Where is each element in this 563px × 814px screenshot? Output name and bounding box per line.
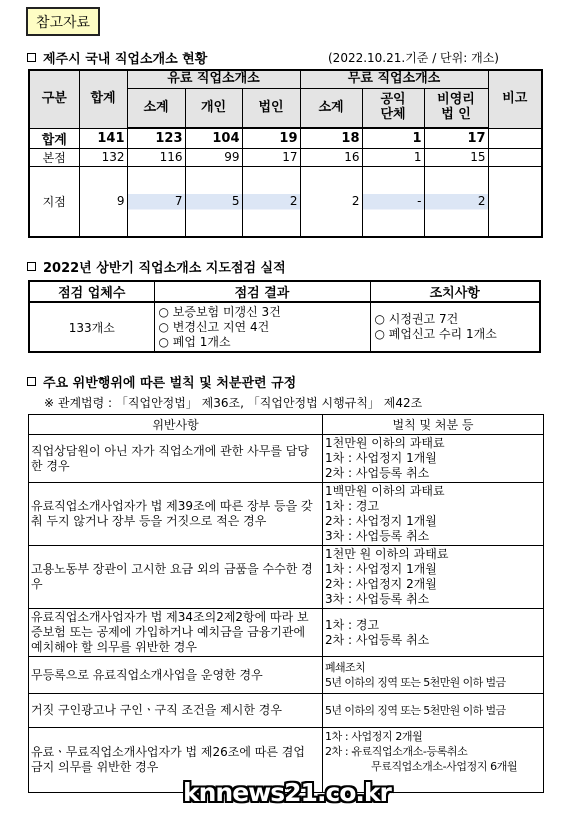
inspection-results: ○ 보증보험 미갱신 3건 ○ 변경신고 지연 4건 ○ 폐업 1개소 — [154, 302, 370, 352]
table-row: 무등록으로 유료직업소개사업을 운영한 경우 폐쇄조치 5년 이하의 징역 또는 5천만원 이하 벌금 — [29, 657, 544, 694]
header-paid-subtotal: 소계 — [127, 88, 185, 128]
header-free-public: 공익 단체 — [362, 88, 424, 128]
inspection-results-table — [28, 280, 541, 353]
square-bullet-icon — [27, 377, 36, 386]
table-row: 유료ㆍ무료직업소개사업자가 법 제26조에 따른 겸업 금지 의무를 위반한 경우 1차 : 사업정지 2개월 2차 : 유료직업소개소-등록취소 무료직업소개소-사업정지 6개월 — [29, 728, 544, 793]
header-inspection-action: 조치사항 — [370, 281, 540, 302]
section2-title: 2022년 상반기 직업소개소 지도점검 실적 — [27, 257, 286, 276]
table-row: 고용노동부 장관이 고시한 요금 외의 금품을 수수한 경우 1천만 원 이하의 과태료 1차 : 사업정지 1개월 2차 : 사업정지 2개월 3차 : 사업등록 취소 — [29, 546, 544, 609]
header-category: 구분 — [29, 70, 79, 128]
table-row: 직업상담원이 아닌 자가 직업소개에 관한 사무를 담당한 경우 1천만원 이하의 과태료 1차 : 사업정지 1개월 2차 : 사업등록 취소 — [29, 435, 544, 483]
table-row: 유료직업소개사업자가 법 제34조의2제2항에 따라 보증보험 또는 공제에 가입하거나 예치금을 금융기관에 예치해야 할 의무를 위반한 경우 1차 : 경고 2차 : 사업등록 취소 — [29, 609, 544, 657]
legal-reference: ※ 관계법령 : 「직업안정법」 제36조, 「직업안정법 시행규칙」 제42조 — [44, 396, 423, 410]
table-row: 유료직업소개사업자가 법 제39조에 따른 장부 등을 갖춰 두지 않거나 장부 등을 거짓으로 적은 경우 1백만원 이하의 과태료 1차 : 경고 2차 : 사업정지 1개월 3차 : 사업등록 취소 — [29, 483, 544, 546]
table-row: 지점 9 7 5 2 2 - 2 — [29, 166, 542, 237]
table-row: 거짓 구인광고나 구인ㆍ구직 조건을 제시한 경우 5년 이하의 징역 또는 5천만원 이하 벌금 — [29, 694, 544, 728]
square-bullet-icon — [27, 53, 36, 62]
section1-as-of: (2022.10.21.기준 / 단위: 개소) — [328, 51, 499, 65]
header-violation: 위반사항 — [29, 415, 323, 435]
header-paid-group: 유료 직업소개소 — [127, 70, 300, 88]
header-paid-corporate: 법인 — [242, 88, 300, 128]
section3-title: 주요 위반행위에 따른 벌칙 및 처분관련 규정 — [27, 372, 296, 391]
inspection-count: 133개소 — [29, 302, 154, 352]
header-penalty: 벌칙 및 처분 등 — [323, 415, 544, 435]
header-free-subtotal: 소계 — [300, 88, 362, 128]
header-total: 합계 — [79, 70, 127, 128]
penalty-regulations-table — [28, 414, 544, 793]
header-paid-individual: 개인 — [185, 88, 242, 128]
header-note: 비고 — [488, 70, 542, 128]
reference-tag: 참고자료 — [26, 7, 100, 36]
header-inspection-count: 점검 업체수 — [29, 281, 154, 302]
header-free-nonprofit: 비영리 법 인 — [424, 88, 488, 128]
section1-title: 제주시 국내 직업소개소 현황 — [27, 48, 207, 67]
table-row: 본점 132 116 99 17 16 1 15 — [29, 148, 542, 166]
inspection-actions: ○ 시정권고 7건 ○ 폐업신고 수리 1개소 — [370, 302, 540, 352]
header-free-group: 무료 직업소개소 — [300, 70, 488, 88]
header-inspection-result: 점검 결과 — [154, 281, 370, 302]
agency-status-table — [28, 69, 543, 238]
watermark: knnews21.co.kr — [183, 778, 391, 807]
table-row: 합계 141 123 104 19 18 1 17 — [29, 128, 542, 148]
square-bullet-icon — [27, 262, 36, 271]
